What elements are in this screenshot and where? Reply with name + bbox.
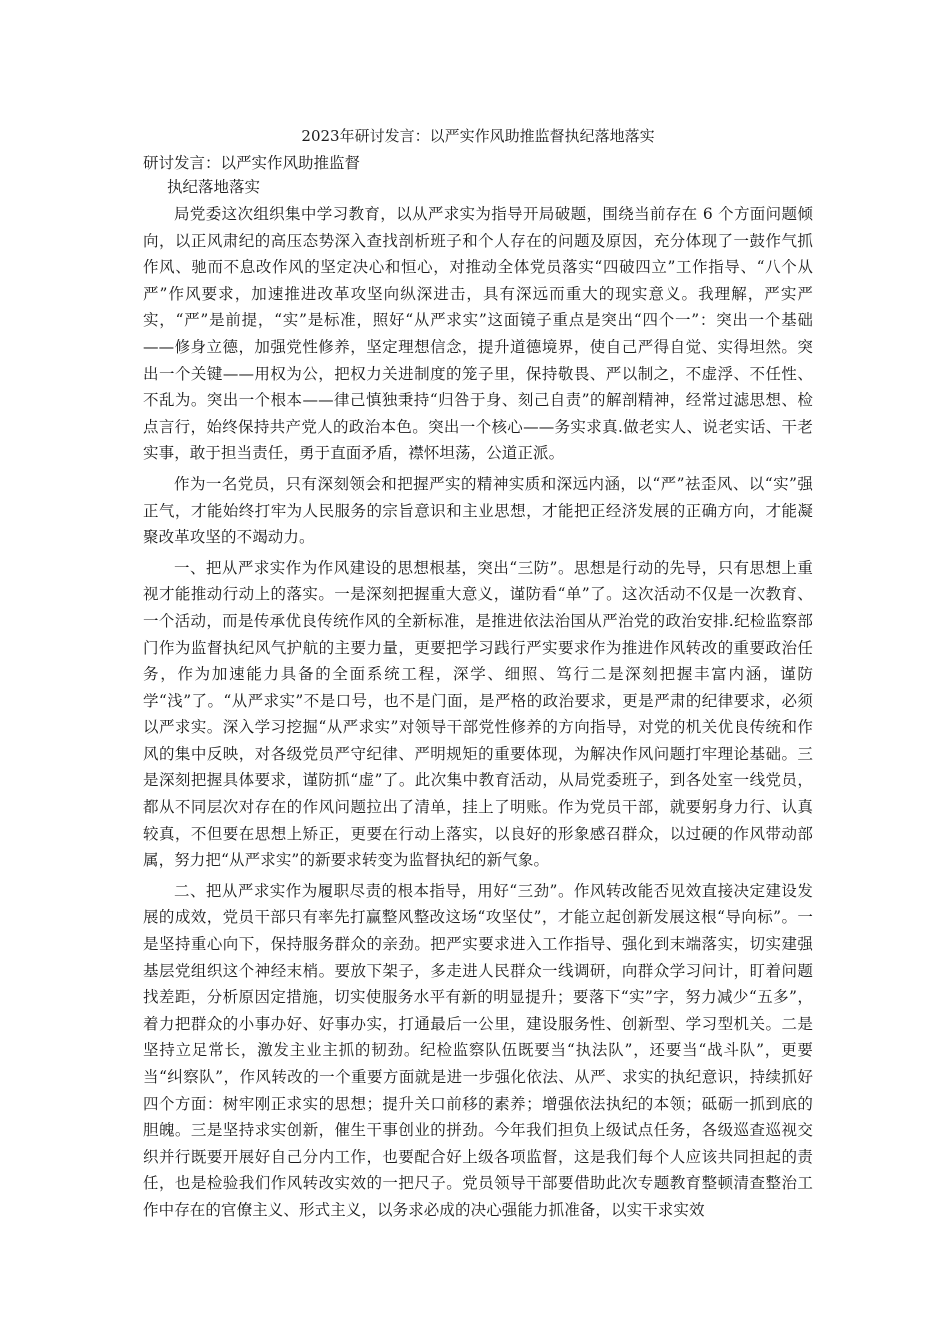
paragraph-1: 局党委这次组织集中学习教育，以从严求实为指导开局破题，围绕当前存在 6 个方面问题倾向，以正风肃纪的高压态势深入查找剖析班子和个人存在的问题及原因，充分体现了一鼓作气抓作风、驰而不息改作风的坚定决心和恒心，对推动全体党员落实“四破四立”工作指导、“八个从严”作风要求，加速推进改革攻坚向纵深进击，具有深远而重大的现实意义。我理解，严实严实，“严”是前提，“实”是标准，照好“从严求实”这面镜子重点是突出“四个一”：突出一个基础——修身立德，加强党性修养，坚定理想信念，提升道德境界，使自己严得自觉、实得坦然。突出一个关键——用权为公，把权力关进制度的笼子里，保持敬畏、严以制之，不虚浮、不任性、不乱为。突出一个根本——律己慎独秉持“归咎于身、刻己自责”的解剖精神，经常过滤思想、检点言行，始终保持共产党人的政治本色。突出一个核心——务实求真.做老实人、说老实话、干老实事，敢于担当责任，勇于直面矛盾，襟怀坦荡，公道正派。 xyxy=(143,205,813,463)
paragraph-2: 作为一名党员，只有深刻领会和把握严实的精神实质和深远内涵，以“严”祛歪风、以“实”强正气，才能始终打牢为人民服务的宗旨意识和主业思想，才能把正经济发展的正确方向，才能凝聚改革攻坚的不竭动力。 xyxy=(143,474,813,547)
subtitle-line-2: 执纪落地落实 xyxy=(167,178,261,196)
paragraph-4: 二、把从严求实作为履职尽责的根本指导，用好“三劲”。作风转改能否见效直接决定建设发展的成效，党员干部只有率先打赢整风整改这场“攻坚仗”，才能立起创新发展这根“导向标”。一是坚持重心向下，保持服务群众的亲劲。把严实要求进入工作指导、强化到末端落实，切实建强基层党组织这个神经末梢。要放下架子，多走进人民群众一线调研，向群众学习问计，盯着问题找差距，分析原因定措施，切实使服务水平有新的明显提升；要落下“实”字，努力减少“五多”，着力把群众的小事办好、好事办实，打通最后一公里，建设服务性、创新型、学习型机关。二是坚持立足常长，激发主业主抓的韧劲。纪检监察队伍既要当“执法队”，还要当“战斗队”，更要当“纠察队”，作风转改的一个重要方面就是进一步强化依法、从严、求实的执纪意识，持续抓好四个方面：树牢刚正求实的思想；提升关口前移的素养；增强依法执纪的本领；砥砺一抓到底的胆魄。三是坚持求实创新，催生干事创业的拼劲。今年我们担负上级试点任务，各级巡查巡视交织并行既要开展好自己分内工作，也要配合好上级各项监督，这是我们每个人应该共同担起的责任，也是检验我们作风转改实效的一把尺子。党员领导干部要借助此次专题教育整顿清查整治工作中存在的官僚主义、形式主义，以务求必成的决心强能力抓准备，以实干求实效 xyxy=(143,881,813,1219)
document-page xyxy=(143,124,813,1228)
paragraph-3: 一、把从严求实作为作风建设的思想根基，突出“三防”。思想是行动的先导，只有思想上重视才能推动行动上的落实。一是深刻把握重大意义，谨防看“单”了。这次活动不仅是一次教育、一个活动，而是传承优良传统作风的全新标准，是推进依法治国从严治党的政治安排.纪检监察部门作为监督执纪风气护航的主要力量，更要把学习践行严实要求作为推进作风转改的重要政治任务，作为加速能力具备的全面系统工程，深学、细照、笃行二是深刻把握丰富内涵，谨防学“浅”了。“从严求实”不是口号，也不是门面，是严格的政治要求，更是严肃的纪律要求，必须以严求实。深入学习挖掘“从严求实”对领导干部党性修养的方向指导，对党的机关优良传统和作风的集中反映，对各级党员严守纪律、严明规矩的重要体现，为解决作风问题打牢理论基础。三是深刻把握具体要求，谨防抓“虚”了。此次集中教育活动，从局党委班子，到各处室一线党员，都从不同层次对存在的作风问题拉出了清单，挂上了明账。作为党员干部，就要躬身力行、认真较真，不但要在思想上矫正，更要在行动上落实，以良好的形象感召群众，以过硬的作风带动部属，努力把“从严求实”的新要求转变为监督执纪的新气象。 xyxy=(143,558,813,870)
subtitle-line-1: 研讨发言：以严实作风助推监督 xyxy=(143,154,361,172)
document-title: 2023年研讨发言：以严实作风助推监督执纪落地落实 xyxy=(301,127,655,145)
